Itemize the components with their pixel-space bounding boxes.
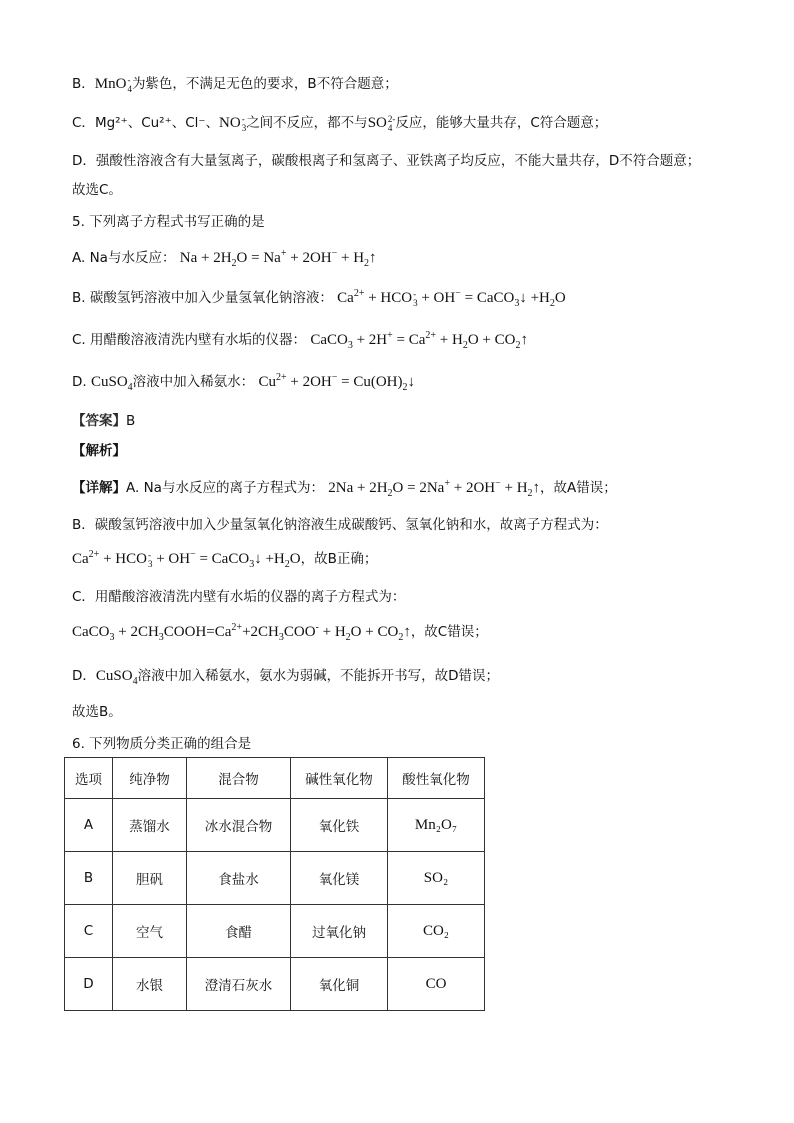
answer-label: 【答案】 xyxy=(72,413,126,429)
q5-option-c xyxy=(72,330,528,350)
q5-c-text: C. 用醋酸溶液清洗内壁有水垢的仪器： xyxy=(72,332,307,348)
q4-option-d-analysis: D．强酸性溶液含有大量氢离子，碳酸根离子和氢离子、亚铁离子均反应，不能大量共存，D不符合题意； xyxy=(72,153,701,169)
table-cell: B xyxy=(65,852,113,905)
q5-detail-b-equation-line xyxy=(72,549,377,569)
q4-b-text: 为紫色，不满足无色的要求，B不符合题意； xyxy=(131,76,398,92)
table-cell: SO₂ xyxy=(388,852,485,905)
q4-option-c-analysis: C．Mg²⁺、Cu²⁺、Cl⁻、NO- 3之间不反应，都不与SO2- 4 反应，能够大量共存，C符合题意； xyxy=(72,113,608,133)
q5-a-equation: $Na + 2H_2O = Na^+ + 2OH^-$ + $H_2↑$ xyxy=(179,248,377,269)
table-cell: 氧化镁 xyxy=(291,852,388,905)
header-cell: 纯净物 xyxy=(113,758,187,799)
q5-analysis-label: 【解析】 xyxy=(72,443,126,459)
table-header-row xyxy=(65,758,485,799)
header-cell: 酸性氧化物 xyxy=(388,758,485,799)
q5-b-equation: $Ca^{2+} + HCO-$ 3 + OH− = CaCO$_3$↓ $+H_2O$ xyxy=(337,288,566,309)
q5-detail-a-equation: $2Na + 2H_2O = 2Na^+ + 2OH^-$ + $H_2↑$ xyxy=(328,478,541,499)
q4-c-text-2: 反应，能够大量共存，C符合题意； xyxy=(395,115,608,131)
header-cell: 混合物 xyxy=(187,758,291,799)
answer-value: B xyxy=(126,413,136,429)
q5-detail-a-text: A. Na与水反应的离子方程式为： xyxy=(126,480,324,496)
table-cell: D xyxy=(65,958,113,1011)
q5-option-b xyxy=(72,288,566,308)
q5-detail-c-equation: CaCO$_3$ + $2CH_3COOH=Ca^{2+}+2CH_3COO^- + H_2O$ + $CO_2↑$ xyxy=(72,622,411,643)
q5-detail-a xyxy=(72,478,617,498)
q5-detail-a-tail: ，故A错误； xyxy=(540,480,617,496)
detail-label: 【详解】 xyxy=(72,480,126,496)
table-cell: 氧化铜 xyxy=(291,958,388,1011)
table-cell: 氧化铁 xyxy=(291,799,388,852)
q4-c-text: 之间不反应，都不与 xyxy=(246,115,368,131)
table-row xyxy=(65,958,485,1011)
table-row xyxy=(65,852,485,905)
table-cell: 食醋 xyxy=(187,905,291,958)
q5-detail-c: C．用醋酸溶液清洗内壁有水垢的仪器的离子方程式为： xyxy=(72,589,406,605)
q5-detail-b-tail: ，故B正确； xyxy=(300,551,378,567)
q5-c-equation: CaCO$_3$ + $2H^+ = Ca^{2+} + H_2O$ + $CO_2↑$ xyxy=(310,330,528,351)
table-cell: 胆矾 xyxy=(113,852,187,905)
table-cell: 冰水混合物 xyxy=(187,799,291,852)
q5-d-equation: $Cu^{2+} + 2OH^-$ = $Cu(OH)_2↓$ xyxy=(258,372,416,393)
table-row xyxy=(65,905,485,958)
table-cell: CO₂ xyxy=(388,905,485,958)
q4-conclusion: 故选C。 xyxy=(72,182,122,198)
table-cell: CO xyxy=(388,958,485,1011)
table-cell: C xyxy=(65,905,113,958)
table-cell: 空气 xyxy=(113,905,187,958)
q5-detail-c-tail: ，故C错误； xyxy=(410,624,488,640)
q4-option-b-analysis: B．MnO- 4为紫色，不满足无色的要求，B不符合题意； xyxy=(72,74,398,94)
table-cell: 食盐水 xyxy=(187,852,291,905)
table-cell: 蒸馏水 xyxy=(113,799,187,852)
q5-conclusion: 故选B。 xyxy=(72,704,122,720)
table-row xyxy=(65,799,485,852)
table-cell: 过氧化钠 xyxy=(291,905,388,958)
q5-detail-d-text: 溶液中加入稀氨水，氨水为弱碱，不能拆开书写，故D错误； xyxy=(137,668,499,684)
q5-option-a xyxy=(72,248,377,268)
q5-detail-b-equation: $Ca^{2+} + HCO-$ 3 + OH− = CaCO$_3$↓ $+H_2O$ xyxy=(72,549,301,570)
q5-detail-c-equation-line xyxy=(72,622,488,642)
q5-stem: 5. 下列离子方程式书写正确的是 xyxy=(72,214,265,230)
table-cell: Mn₂O₇ xyxy=(388,799,485,852)
q4-c-ions: Mg²⁺、Cu²⁺、Cl⁻、 xyxy=(94,115,220,131)
header-cell: 选项 xyxy=(65,758,113,799)
q5-detail-b: B．碳酸氢钙溶液中加入少量氢氧化钠溶液生成碳酸钙、氢氧化钠和水，故离子方程式为： xyxy=(72,517,608,533)
header-cell: 碱性氧化物 xyxy=(291,758,388,799)
q6-stem: 6. 下列物质分类正确的组合是 xyxy=(72,736,252,752)
q5-d-text: 溶液中加入稀氨水： xyxy=(132,374,255,390)
q5-detail-d: D．CuSO$_4$溶液中加入稀氨水，氨水为弱碱，不能拆开书写，故D错误； xyxy=(72,668,499,687)
table-cell: A xyxy=(65,799,113,852)
q5-b-text: B. 碳酸氢钙溶液中加入少量氢氧化钠溶液： xyxy=(72,290,333,306)
table-cell: 澄清石灰水 xyxy=(187,958,291,1011)
q5-answer xyxy=(72,411,135,431)
q5-a-text: A. Na与水反应： xyxy=(72,250,176,266)
q5-option-d: D. CuSO$_4$溶液中加入稀氨水： $Cu^{2+} + 2OH^-$ = $Cu(OH)_2↓$ xyxy=(72,372,416,393)
classification-table xyxy=(64,757,485,1011)
table-cell: 水银 xyxy=(113,958,187,1011)
